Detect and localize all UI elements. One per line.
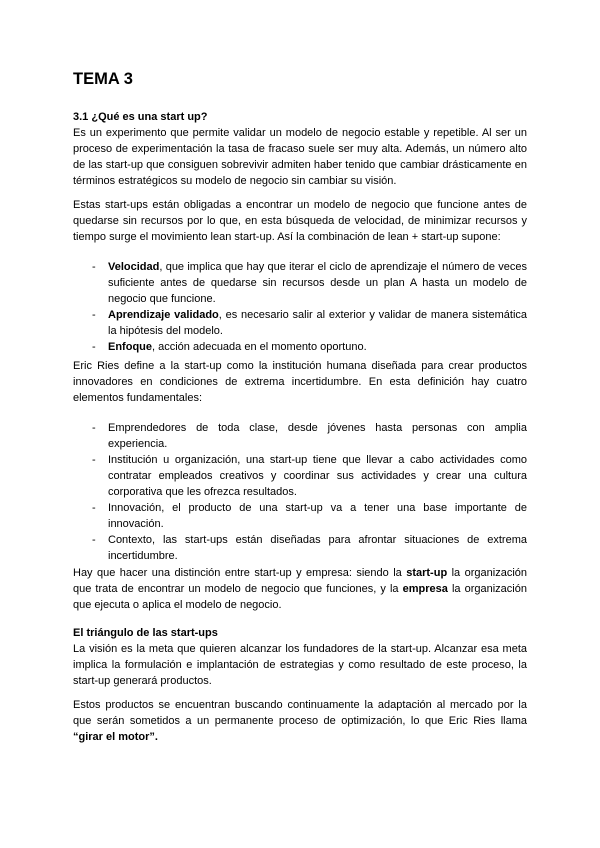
list-item: - Aprendizaje validado, es necesario salir al exterior y validar de manera sistemática la hipótesis del modelo. bbox=[92, 309, 528, 337]
paragraph: Eric Ries define a la start-up como la institución humana diseñada para crear productos innovadores en condiciones de extrema incertidumbre. En esta definición hay cuatro elementos fundamentales: bbox=[73, 360, 527, 404]
list-item: - Innovación, el producto de una start-up va a tener una base importante de innovación. bbox=[92, 502, 527, 530]
bullet-list bbox=[73, 259, 527, 355]
section-heading: 3.1 ¿Qué es una start up? bbox=[73, 111, 208, 123]
list-item: - Velocidad, que implica que hay que iterar el ciclo de aprendizaje el número de veces suficiente antes de quedarse sin recursos desde un plan A hasta un modelo de negocio que funcione. bbox=[92, 261, 527, 305]
paragraph: Estos productos se encuentran buscando continuamente la adaptación al mercado por la que serán sometidos a un permanente proceso de optimización, lo que Eric Ries llama “girar el motor”. bbox=[73, 699, 527, 743]
list-item: - Contexto, las start-ups están diseñadas para afrontar situaciones de extrema incertidumbre. bbox=[92, 534, 527, 562]
bullet-list bbox=[73, 420, 527, 564]
paragraph: La visión es la meta que quieren alcanzar los fundadores de la start-up. Alcanzar esa meta implica la formulación e implantación de estrategias y como resultado de este proceso, la start-up generará productos. bbox=[73, 643, 527, 687]
page-title: TEMA 3 bbox=[73, 70, 133, 88]
list-item: - Emprendedores de toda clase, desde jóvenes hasta personas con amplia experiencia. bbox=[92, 422, 527, 450]
paragraph: Estas start-ups están obligadas a encontrar un modelo de negocio que funcione antes de quedarse sin recursos por lo que, en esta búsqueda de velocidad, de minimizar recursos y tiempo surge el movimiento lean start-up. Así la combinación de lean + start-up supone: bbox=[73, 199, 527, 243]
list-item: - Institución u organización, una start-up tiene que llevar a cabo actividades como contratar empleados creativos y coordinar sus actividades y crear una cultura corporativa que les ofrezca resultados. bbox=[92, 454, 527, 498]
paragraph: Es un experimento que permite validar un modelo de negocio estable y repetible. Al ser un proceso de experimentación la tasa de fracaso suele ser muy alta. Además, un número alto de las start-up que consiguen sobrevivir admiten haber tenido que cambiar drásticamente en términos estratégicos su modelo de negocio sin cambiar su visión. bbox=[73, 127, 527, 187]
paragraph: Hay que hacer una distinción entre start-up y empresa: siendo la start-up la organización que trata de encontrar un modelo de negocio que funciones, y la empresa la organización que ejecuta o aplica el modelo de negocio. bbox=[73, 567, 527, 611]
section-heading: El triángulo de las start-ups bbox=[73, 627, 218, 639]
list-item: - Enfoque, acción adecuada en el momento oportuno. bbox=[92, 341, 367, 353]
